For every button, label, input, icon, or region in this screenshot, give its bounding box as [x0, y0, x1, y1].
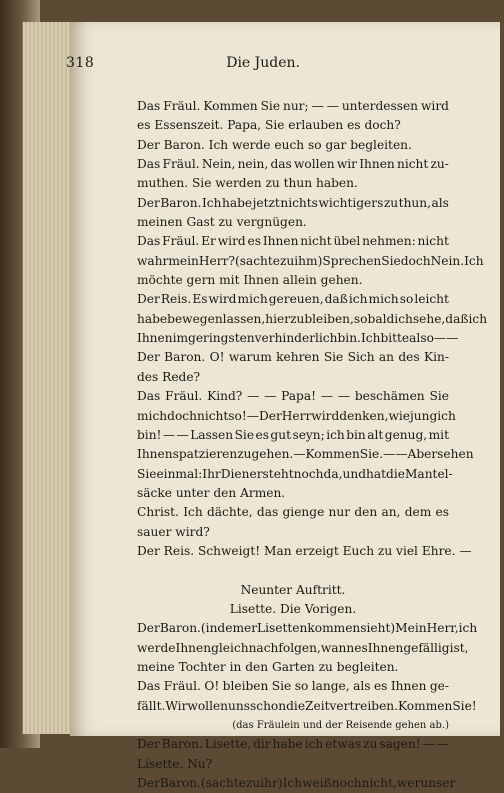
word: hier	[265, 311, 291, 326]
word: bitte	[380, 331, 410, 346]
text-line	[137, 677, 449, 696]
word: bleiben,	[304, 311, 354, 326]
word: an	[378, 350, 395, 365]
word: weiß	[302, 776, 332, 791]
word: —	[337, 389, 350, 404]
text-line: muthen. Sie werden zu thun haben.	[137, 176, 358, 191]
word: nachfolgen,	[248, 640, 321, 655]
word: —	[383, 447, 396, 462]
word: dir	[253, 737, 271, 752]
word: Der	[137, 737, 160, 752]
text-line	[137, 697, 477, 716]
word: Ich	[360, 331, 381, 346]
word: ich	[437, 408, 456, 423]
word: doch	[400, 253, 431, 268]
text-line: möchte gern mit Ihnen allein gehen.	[137, 273, 363, 288]
word: es	[255, 427, 269, 442]
word: werde	[137, 640, 176, 655]
word: Der	[137, 292, 160, 307]
word: daß	[324, 292, 348, 307]
word: die	[386, 466, 405, 481]
word: nicht	[196, 408, 229, 423]
page-header	[66, 52, 454, 74]
word: so!	[228, 408, 247, 423]
word: nein,	[237, 157, 269, 172]
word: und	[342, 466, 367, 481]
text-line: meine Tochter in den Garten zu begleiten.	[137, 659, 399, 674]
word: genug,	[384, 427, 428, 442]
word: dächte,	[206, 505, 253, 520]
word: Zeit	[305, 698, 330, 713]
word: Herr	[281, 408, 312, 423]
word: zu-	[430, 157, 449, 172]
word: denken,	[339, 408, 389, 423]
word: bleiben	[222, 679, 269, 694]
word: Sich	[347, 350, 375, 365]
word: ich	[468, 311, 488, 326]
word: Ihnen	[359, 157, 395, 172]
text-line	[137, 774, 456, 793]
word: habe	[272, 737, 303, 752]
word: ist,	[449, 640, 469, 655]
word: —	[436, 737, 449, 752]
word: übel	[333, 234, 361, 249]
word: wollen	[187, 698, 229, 713]
word: mich	[368, 292, 399, 307]
word: wann	[320, 640, 355, 655]
text-line: es Essenszeit. Papa, Sie erlauben es doch?	[137, 118, 401, 133]
word: zu	[245, 776, 261, 791]
word: —	[246, 408, 259, 423]
word: etwas	[325, 737, 362, 752]
word: Das	[137, 157, 161, 172]
word: Fräul.	[162, 234, 200, 249]
word: —	[162, 427, 176, 442]
text-line	[137, 194, 449, 213]
word: wird	[217, 234, 246, 249]
word: Er	[201, 234, 216, 249]
word: (indem	[200, 621, 244, 636]
word: ich	[394, 311, 413, 326]
word: Ihnen	[137, 447, 173, 462]
word: Das	[137, 234, 161, 249]
word: ihr)	[260, 776, 283, 791]
word: Ihnen	[175, 640, 212, 655]
word: einmal:	[156, 466, 203, 481]
word: —	[176, 427, 189, 442]
word: habe	[137, 311, 168, 326]
word: Sprechen	[322, 253, 382, 268]
word: hat	[366, 466, 387, 481]
text-line: Neunter Auftritt.	[240, 582, 346, 597]
word: zu	[290, 311, 305, 326]
word: Ich	[282, 776, 303, 791]
word: Aber	[407, 447, 438, 462]
word: Lisetten	[257, 621, 308, 636]
word: Reis.	[160, 292, 192, 307]
word: also	[409, 331, 434, 346]
word: Der	[137, 195, 160, 210]
word: sehe,	[412, 311, 446, 326]
word: Fräul.	[163, 99, 201, 113]
text-line	[137, 407, 456, 426]
word: Baron.	[159, 776, 201, 791]
word: es	[373, 679, 388, 694]
word: Sie!	[452, 698, 477, 713]
word: den	[354, 505, 378, 520]
word: bald	[367, 311, 395, 326]
word: schon	[250, 698, 287, 713]
word: Herr?	[198, 253, 235, 268]
word: nur	[328, 505, 351, 520]
word: lassen,	[222, 311, 266, 326]
text-line	[137, 329, 459, 348]
word: zu	[237, 447, 252, 462]
word: unser	[420, 776, 456, 791]
word: jetzt	[252, 195, 280, 210]
word: Der	[137, 350, 160, 365]
word: Es	[192, 292, 208, 307]
word: noch	[293, 466, 324, 481]
word: mich	[237, 292, 268, 307]
word: zu	[363, 737, 378, 752]
word: da,	[323, 466, 343, 481]
word: Christ.	[137, 505, 179, 520]
word: leicht	[414, 292, 449, 307]
word: bin!	[137, 427, 162, 442]
word: nicht,	[361, 776, 397, 791]
word: ge-	[429, 679, 449, 694]
running-title: Die Juden.	[226, 55, 300, 71]
word: zu	[280, 253, 295, 268]
word: Sie	[323, 350, 344, 365]
word: bin.	[337, 331, 361, 346]
word: Das	[137, 99, 161, 113]
text-line	[137, 348, 449, 367]
word: gefällig	[403, 640, 450, 655]
word: wichtigers	[318, 195, 384, 210]
word: Baron.	[164, 350, 206, 365]
word: Lassen	[190, 427, 234, 442]
word: im	[172, 331, 189, 346]
word: spatzieren	[172, 447, 238, 462]
word: Kommen	[398, 698, 453, 713]
word: Sie	[381, 253, 401, 268]
word: mich	[137, 408, 168, 423]
word: nichts	[280, 195, 318, 210]
word: Wir	[165, 698, 188, 713]
word: es	[354, 640, 368, 655]
word: ich	[458, 621, 478, 636]
word: bin	[346, 427, 366, 442]
word: Fräul.	[165, 389, 203, 404]
word: Ihnen	[367, 640, 404, 655]
text-line	[137, 503, 449, 522]
word: beschämen	[354, 389, 425, 404]
word: geringsten	[188, 331, 255, 346]
text-line	[137, 232, 449, 251]
word: noch	[331, 776, 362, 791]
word: gereuen,	[268, 292, 324, 307]
word: Lisette,	[204, 737, 252, 752]
word: mit	[428, 427, 449, 442]
word: er	[244, 621, 258, 636]
word: Ihnen	[262, 234, 299, 249]
word: —	[326, 99, 339, 113]
word: wollen	[294, 157, 335, 172]
word: es	[247, 234, 262, 249]
word: Papa!	[281, 389, 316, 404]
word: O!	[209, 350, 225, 365]
word: doch	[167, 408, 197, 423]
word: unterdessen	[341, 99, 419, 113]
text-line	[137, 735, 449, 754]
word: gleich	[211, 640, 249, 655]
word: Sie	[429, 389, 449, 404]
word: ich	[348, 292, 368, 307]
text-line	[137, 97, 449, 116]
word: Diener	[220, 466, 263, 481]
word: Baron.	[161, 737, 203, 752]
text-line: säcke unter den Armen.	[137, 485, 286, 500]
word: wird	[311, 408, 340, 423]
text-line	[137, 619, 478, 638]
text-line: sauer wird?	[137, 524, 210, 539]
text-line: meinen Gast zu vergnügen.	[137, 215, 307, 230]
word: wird	[420, 99, 449, 113]
word: Der	[137, 621, 160, 636]
word: wir	[336, 157, 357, 172]
word: —	[293, 447, 306, 462]
word: habe	[221, 195, 253, 210]
text-line	[137, 387, 449, 406]
word: an,	[381, 505, 401, 520]
word: Ich	[183, 505, 203, 520]
word: so	[353, 311, 368, 326]
text-line	[137, 252, 484, 271]
word: kommen	[307, 621, 361, 636]
word: Herr,	[426, 621, 459, 636]
word: Das	[137, 389, 161, 404]
text-line: Lisette. Nu?	[137, 756, 213, 771]
body-text	[137, 97, 488, 793]
text-line	[137, 639, 469, 658]
word: —	[422, 737, 435, 752]
word: das	[270, 157, 292, 172]
word: ich	[304, 737, 324, 752]
word: alt	[367, 427, 384, 442]
word: es	[435, 505, 449, 520]
text-line: (das Fräulein und der Reisende gehen ab.)	[232, 720, 449, 731]
word: O!	[204, 679, 220, 694]
word: Kommen	[305, 447, 360, 462]
word: gut	[270, 427, 291, 442]
word: Mantel-	[404, 466, 453, 481]
word: jung	[410, 408, 438, 423]
text-line: Lisette. Die Vorigen.	[229, 601, 357, 616]
word: kehren	[276, 350, 320, 365]
word: (sachte	[234, 253, 280, 268]
text-line	[137, 290, 449, 309]
word: —	[433, 331, 447, 346]
word: als	[353, 679, 371, 694]
word: Sie	[137, 466, 157, 481]
word: (sachte	[200, 776, 246, 791]
word: Ich	[201, 195, 222, 210]
word: des	[398, 350, 420, 365]
word: Ihnen	[390, 679, 427, 694]
word: —	[247, 389, 260, 404]
word: thun,	[398, 195, 431, 210]
word: nicht	[396, 157, 429, 172]
word: Ihr	[202, 466, 221, 481]
word: sehen	[437, 447, 474, 462]
word: vertreiben.	[329, 698, 399, 713]
word: ihm)	[294, 253, 323, 268]
word: —	[320, 389, 333, 404]
word: so	[294, 679, 309, 694]
word: Das	[137, 679, 161, 694]
word: so	[399, 292, 414, 307]
text-line	[137, 310, 488, 329]
word: Kind?	[207, 389, 243, 404]
word: Sie	[234, 427, 255, 442]
word: gehen.	[251, 447, 294, 462]
word: Sie	[260, 99, 281, 113]
word: Ihnen	[137, 331, 173, 346]
text-line	[137, 426, 449, 445]
text-line: des Rede?	[137, 369, 201, 384]
word: lange,	[311, 679, 350, 694]
word: nicht	[417, 234, 449, 249]
word: mein	[168, 253, 199, 268]
word: wahr	[137, 253, 169, 268]
word: bewegen	[167, 311, 223, 326]
word: zu	[383, 195, 399, 210]
word: Nein.	[430, 253, 465, 268]
word: als	[431, 195, 449, 210]
word: —	[446, 331, 459, 346]
word: Fräul.	[163, 679, 201, 694]
word: Sie.	[359, 447, 384, 462]
word: dem	[404, 505, 432, 520]
word: nehmen:	[362, 234, 416, 249]
word: Der	[258, 408, 282, 423]
text-line: Der Baron. Ich werde euch so gar begleiten.	[137, 137, 412, 152]
text-line	[137, 445, 474, 464]
text-line	[137, 465, 453, 484]
text-line: Der Reis. Schweigt! Man erzeigt Euch zu viel Ehre. —	[137, 543, 472, 558]
word: —	[311, 99, 324, 113]
word: die	[286, 698, 306, 713]
word: fällt.	[137, 698, 166, 713]
word: —	[264, 389, 277, 404]
word: daß	[445, 311, 469, 326]
word: Baron.	[160, 195, 202, 210]
page-number: 318	[66, 55, 95, 71]
word: Kommen	[203, 99, 258, 113]
word: Der	[137, 776, 160, 791]
word: Ich	[464, 253, 484, 268]
word: verhinderlich	[254, 331, 338, 346]
text-line	[137, 155, 449, 174]
word: steht	[262, 466, 294, 481]
word: Kin-	[424, 350, 449, 365]
word: wie	[388, 408, 410, 423]
word: sieht)	[360, 621, 396, 636]
text-line	[137, 561, 449, 580]
word: das	[256, 505, 279, 520]
word: Fräul.	[162, 157, 200, 172]
word: nicht	[300, 234, 332, 249]
word: uns	[228, 698, 250, 713]
word: —	[395, 447, 408, 462]
word: nur;	[282, 99, 309, 113]
word: Sie	[271, 679, 292, 694]
word: wird	[208, 292, 237, 307]
word: wer	[396, 776, 421, 791]
word: warum	[228, 350, 272, 365]
word: ich	[326, 427, 345, 442]
word: sagen!	[379, 737, 421, 752]
word: gienge	[282, 505, 325, 520]
word: Nein,	[201, 157, 236, 172]
word: seyn;	[292, 427, 325, 442]
word: Mein	[395, 621, 427, 636]
word: Baron.	[159, 621, 201, 636]
